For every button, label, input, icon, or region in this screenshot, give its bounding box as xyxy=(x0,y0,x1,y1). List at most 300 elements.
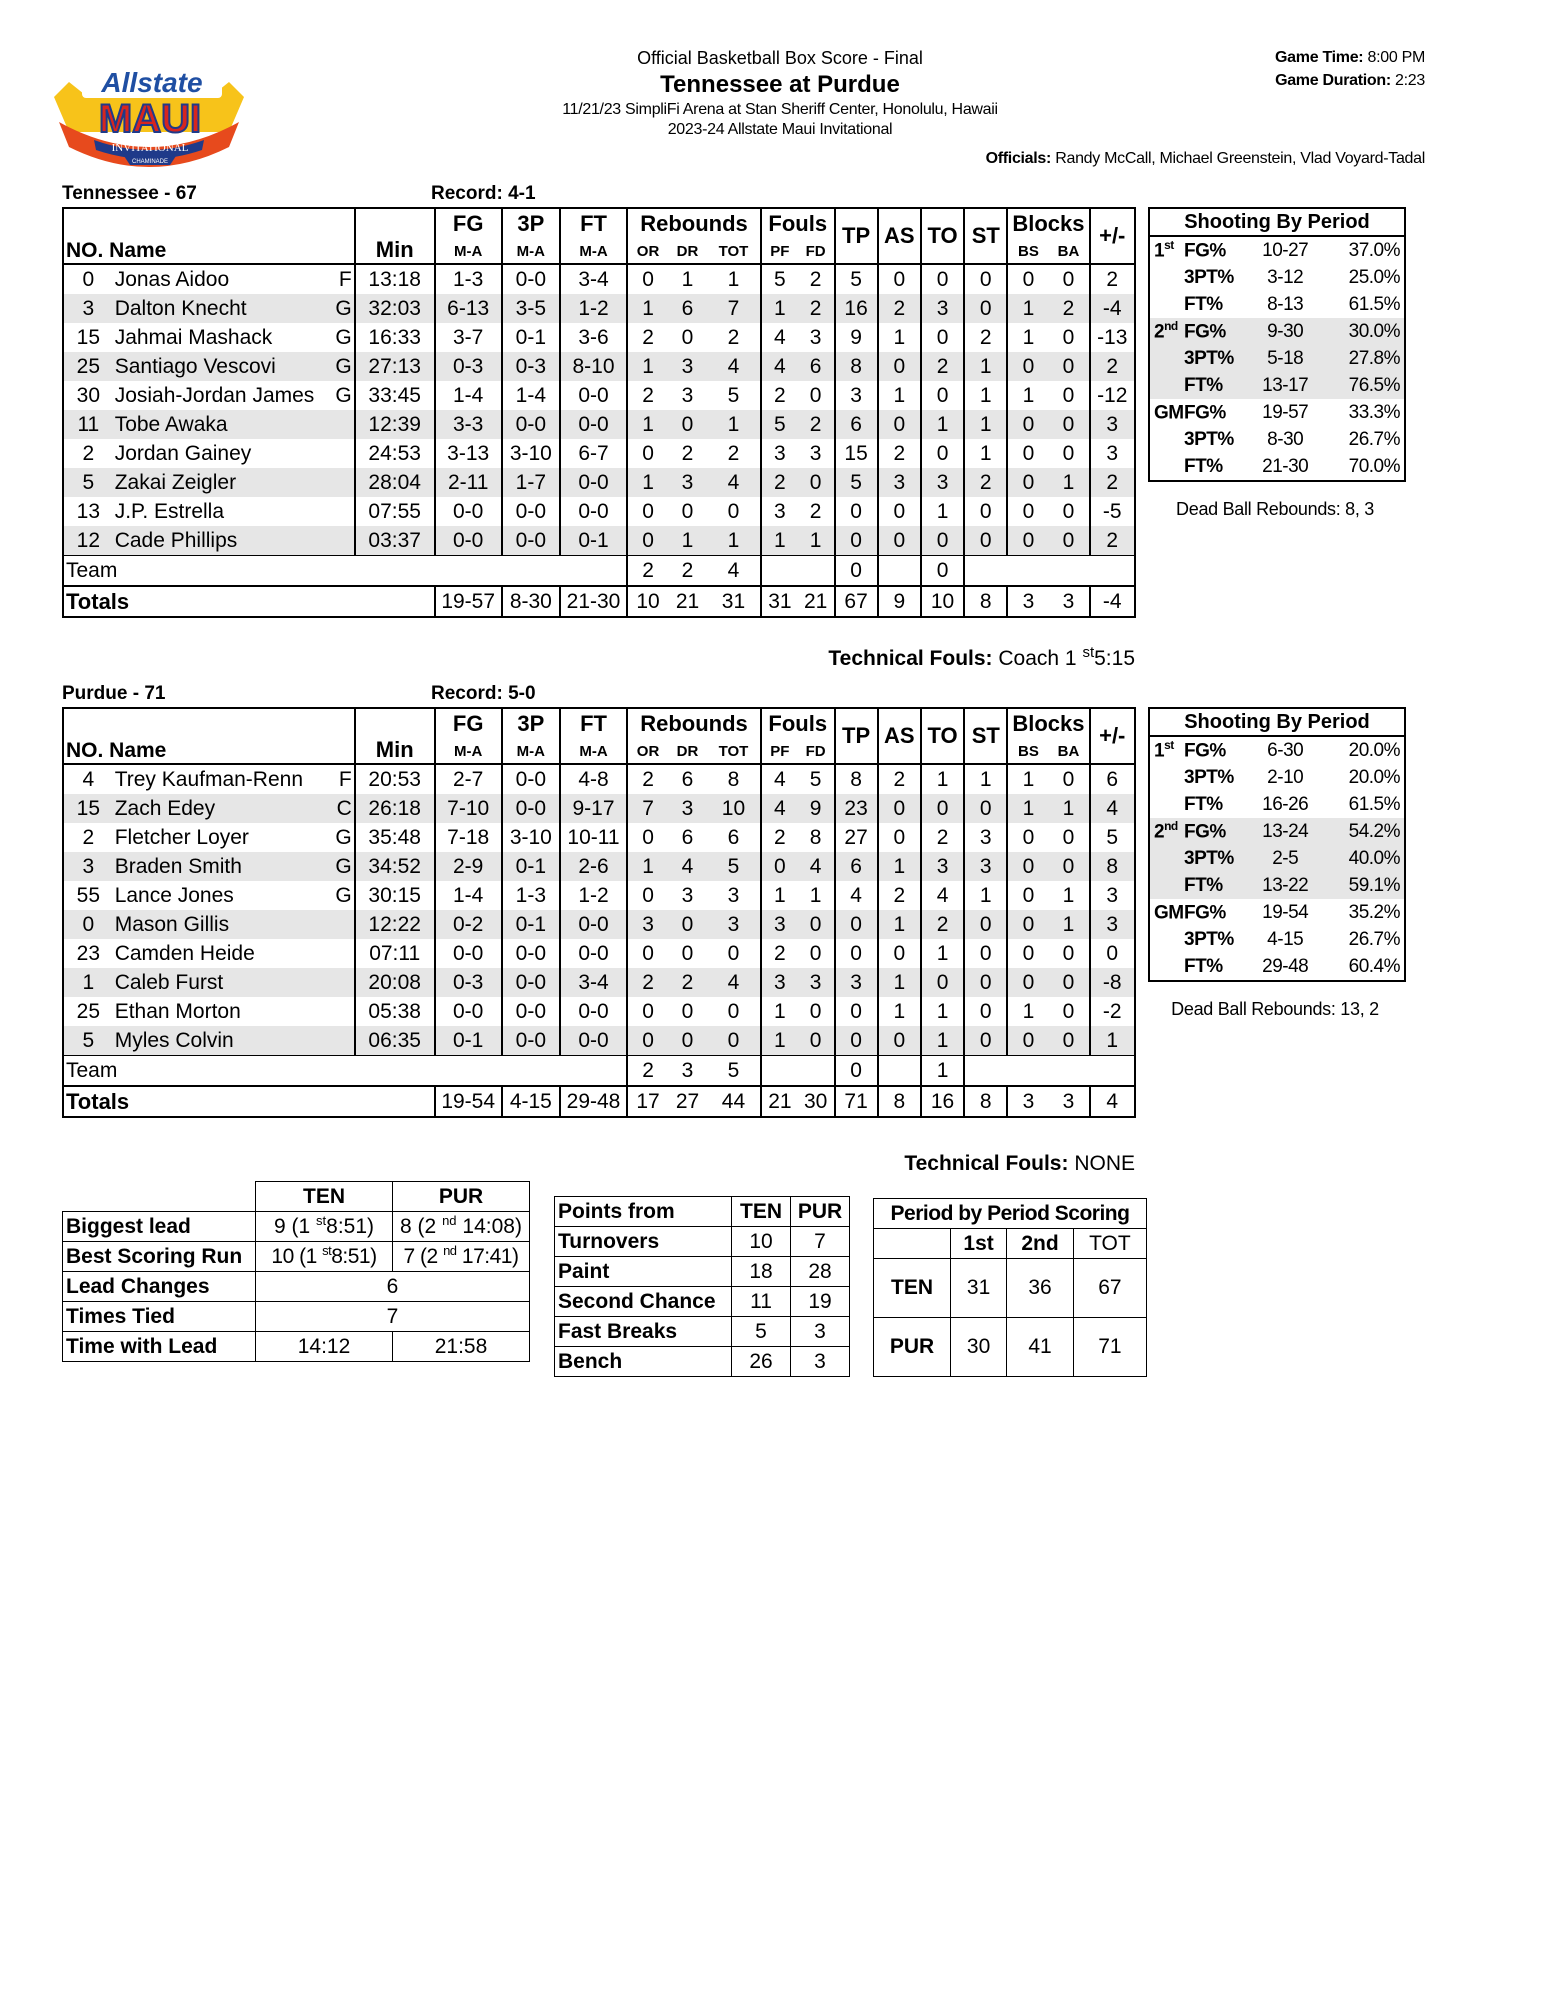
shooting-made-attempted: 13-22 xyxy=(1248,872,1322,899)
stat-cell: 10-11 xyxy=(560,823,627,852)
shooting-period: 1st xyxy=(1154,738,1174,762)
stat-cell: 0 xyxy=(809,941,822,965)
stat-cell: 5 xyxy=(761,410,798,439)
stat-cell: 1 xyxy=(1007,381,1048,410)
shooting-made-attempted: 8-30 xyxy=(1267,428,1304,450)
stat-cell: 0-0 xyxy=(560,1026,627,1056)
stat-cell: 0-3 xyxy=(435,968,502,997)
stat-cell: 1 xyxy=(964,764,1007,794)
stat-cell: 2 xyxy=(668,968,707,997)
totals-cell: -4 xyxy=(1090,586,1136,617)
duration: 2:23 xyxy=(1395,72,1425,89)
shooting-pct: 61.5% xyxy=(1348,793,1400,815)
stat-cell: 2 xyxy=(878,881,921,910)
stat-cell: 0 xyxy=(1048,410,1089,439)
stat-cell: 0 xyxy=(835,939,878,968)
stat-cell: 23 xyxy=(835,794,878,823)
shooting-made-attempted: 10-27 xyxy=(1262,239,1309,261)
stat-cell: 0 xyxy=(1007,410,1048,439)
stat-cell: 1-2 xyxy=(560,294,627,323)
stat-cell: 9-17 xyxy=(560,794,627,823)
shooting-label: 2nd FG% xyxy=(1150,818,1248,845)
col-st: ST xyxy=(964,708,1007,764)
stat-cell: 0 xyxy=(1062,325,1075,349)
stat-cell: 1 xyxy=(921,939,964,968)
shooting-label: FT% xyxy=(1184,793,1223,815)
stat-cell: 0 xyxy=(727,999,740,1023)
col-fg: FG xyxy=(435,208,502,239)
player-name: Jordan Gainey xyxy=(114,441,252,465)
shooting-pct: 20.0% xyxy=(1348,766,1400,788)
stat-cell: 4 xyxy=(668,852,707,881)
totals-label: Totals xyxy=(63,1086,435,1117)
stat-cell: 1 xyxy=(964,352,1007,381)
shooting-pct: 20.0% xyxy=(1348,739,1400,761)
col-3p-ma: M-A xyxy=(502,739,560,764)
stat-cell: 16:33 xyxy=(355,323,435,352)
officials xyxy=(986,150,1425,168)
shooting-period: 2nd xyxy=(1154,819,1178,843)
stat-cell: 3 xyxy=(627,910,668,939)
player-name: Zach Edey xyxy=(113,794,329,823)
shooting-period: GM xyxy=(1154,902,1184,924)
stat-cell: 05:38 xyxy=(355,997,435,1026)
player-name: Caleb Furst xyxy=(113,968,329,997)
shooting-made-attempted: 19-57 xyxy=(1262,401,1309,423)
stat-cell: 0-0 xyxy=(502,939,560,968)
stat-cell: 2-9 xyxy=(435,852,502,881)
stat-cell: 0-0 xyxy=(560,997,627,1026)
officials-label: Officials: xyxy=(985,150,1052,167)
stat-cell: 2 xyxy=(921,823,964,852)
player-position xyxy=(329,468,355,497)
col-3p: 3P xyxy=(502,208,560,239)
period-h1: 1st xyxy=(951,1229,1007,1259)
col-or: OR xyxy=(627,739,668,764)
stat-cell: 4 xyxy=(761,794,798,823)
stat-cell: 1 xyxy=(1048,468,1089,497)
stat-cell: 0 xyxy=(964,997,1007,1026)
shooting-pct: 70.0% xyxy=(1348,455,1400,477)
stat-cell: 0-3 xyxy=(435,352,502,381)
stat-cell: 0 xyxy=(761,852,798,881)
shooting-row xyxy=(1150,399,1404,426)
player-row xyxy=(63,823,1135,852)
stat-cell: 1 xyxy=(727,267,740,291)
stat-cell: 3 xyxy=(668,468,707,497)
biggest-lead-label: Biggest lead xyxy=(63,1212,256,1242)
col-min: Min xyxy=(355,708,435,764)
stat-cell: 4 xyxy=(798,852,835,881)
stat-cell: 10 xyxy=(707,794,761,823)
col-tp: TP xyxy=(835,208,878,264)
shooting-title: Shooting By Period xyxy=(1150,209,1404,237)
player-name: Fletcher Loyer xyxy=(114,825,249,849)
player-name: Cade Phillips xyxy=(113,526,329,556)
stat-cell: 07:55 xyxy=(355,497,435,526)
technical-label: Technical Fouls: xyxy=(904,1152,1069,1175)
points-label: Bench xyxy=(555,1347,732,1377)
stat-cell: 6 xyxy=(681,825,694,849)
game-info xyxy=(1275,46,1425,92)
col-or: OR xyxy=(627,239,668,264)
stat-cell: -5 xyxy=(1090,497,1136,526)
player-row xyxy=(63,881,1135,910)
col-dr: DR xyxy=(668,739,707,764)
stat-cell: 5 xyxy=(835,264,878,294)
player-row xyxy=(63,939,1135,968)
player-name: Camden Heide xyxy=(114,941,255,965)
stat-cell: 1 xyxy=(627,852,668,881)
stat-cell: 1 xyxy=(1048,794,1089,823)
stat-cell: 2 xyxy=(878,439,921,468)
col-as: AS xyxy=(878,208,921,264)
stat-cell: 1-3 xyxy=(435,264,502,294)
col-3p-ma: M-A xyxy=(502,239,560,264)
stat-cell: 1 xyxy=(964,881,1007,910)
stat-cell: 0 xyxy=(1007,968,1048,997)
player-row xyxy=(63,439,1135,468)
points-pur: 7 xyxy=(791,1227,850,1257)
stat-cell: 0 xyxy=(964,968,1007,997)
shooting-row xyxy=(1150,264,1404,291)
totals-cell: 21-30 xyxy=(560,586,627,617)
stat-cell: 0 xyxy=(1062,383,1075,407)
team-tp: 0 xyxy=(835,556,878,587)
stat-cell: 8-10 xyxy=(560,352,627,381)
stat-cell: 0 xyxy=(668,410,707,439)
stat-cell: 0 xyxy=(921,526,964,556)
period-tot: 71 xyxy=(1073,1318,1146,1377)
technical-sup: st xyxy=(1082,644,1095,661)
player-position xyxy=(329,439,355,468)
team-tp: 0 xyxy=(835,1056,878,1087)
col-as: AS xyxy=(878,708,921,764)
technical-value: Coach 1 xyxy=(998,647,1077,670)
stat-cell: 28:04 xyxy=(355,468,435,497)
shooting-label: GMFG% xyxy=(1150,399,1248,426)
totals-cell: 8 xyxy=(964,1086,1007,1117)
player-position xyxy=(329,997,355,1026)
officials-names: Randy McCall, Michael Greenstein, Vlad Voyard-Tadal xyxy=(1055,150,1425,167)
stat-cell: 0 xyxy=(1007,526,1048,556)
stat-cell: 2 xyxy=(921,910,964,939)
stat-cell: 6 xyxy=(1090,764,1136,794)
col-3p: 3P xyxy=(502,708,560,739)
stat-cell: 1 xyxy=(1090,1026,1136,1056)
team-or: 2 xyxy=(627,1056,668,1087)
shooting-row xyxy=(1150,291,1404,318)
col-rebounds: Rebounds xyxy=(627,208,761,239)
totals-cell: 3 xyxy=(1048,1086,1089,1117)
svg-text:INVITATIONAL: INVITATIONAL xyxy=(111,142,189,154)
stat-cell: 3 xyxy=(809,325,822,349)
stat-cell: 0 xyxy=(1007,468,1048,497)
stat-cell: 2 xyxy=(878,294,921,323)
player-position xyxy=(329,526,355,556)
shooting-made-attempted: 6-30 xyxy=(1267,739,1304,761)
stat-cell: 0-0 xyxy=(560,468,627,497)
points-ten: 26 xyxy=(732,1347,791,1377)
duration-label: Game Duration: xyxy=(1275,72,1391,89)
shooting-by-period-0 xyxy=(1148,207,1406,482)
stat-cell: 2 xyxy=(1090,526,1136,556)
col-fg: FG xyxy=(435,708,502,739)
stat-cell: 3 xyxy=(835,381,878,410)
player-row xyxy=(63,1026,1135,1056)
player-row xyxy=(63,497,1135,526)
player-number: 15 xyxy=(63,794,113,823)
stat-cell: 1-7 xyxy=(502,468,560,497)
stat-cell: 4-8 xyxy=(560,764,627,794)
shooting-label: 1st FG% xyxy=(1154,738,1226,762)
best-run-label: Best Scoring Run xyxy=(63,1242,256,1272)
team-row xyxy=(63,556,1135,587)
col-ba: BA xyxy=(1048,739,1089,764)
stat-cell: 9 xyxy=(835,323,878,352)
player-number: 0 xyxy=(63,264,113,294)
col-bs: BS xyxy=(1007,239,1048,264)
shooting-made-attempted: 3-12 xyxy=(1267,266,1304,288)
stat-cell: 0 xyxy=(1062,441,1075,465)
stat-cell: 30:15 xyxy=(355,881,435,910)
stat-cell: 3-3 xyxy=(435,410,502,439)
stat-cell: 33:45 xyxy=(355,381,435,410)
stat-cell: 0 xyxy=(627,997,668,1026)
stat-cell: 4 xyxy=(707,968,761,997)
stat-cell: 0 xyxy=(1048,526,1089,556)
stat-cell: 0 xyxy=(964,1026,1007,1056)
player-row xyxy=(63,264,1135,294)
stat-cell: 6 xyxy=(835,410,878,439)
col-fd: FD xyxy=(798,239,835,264)
shooting-pct: 25.0% xyxy=(1348,266,1400,288)
totals-cell: 16 xyxy=(921,1086,964,1117)
stat-cell: 2 xyxy=(627,323,668,352)
stat-cell: 0 xyxy=(1007,439,1048,468)
period-team: PUR xyxy=(874,1318,951,1377)
stat-cell: 5 xyxy=(835,468,878,497)
player-number: 1 xyxy=(63,968,113,997)
stat-cell: 0-0 xyxy=(502,264,560,294)
period-2nd: 36 xyxy=(1007,1259,1074,1318)
stat-cell: 1 xyxy=(761,881,798,910)
totals-row xyxy=(63,586,1135,617)
allstate-maui-invitational-logo xyxy=(44,52,254,172)
shooting-made-attempted: 21-30 xyxy=(1262,455,1309,477)
col-plus-minus: +/- xyxy=(1090,208,1136,264)
stat-cell: 2 xyxy=(809,499,822,523)
col-to: TO xyxy=(921,208,964,264)
stat-cell: 0 xyxy=(627,497,668,526)
technical-fouls-0 xyxy=(828,644,1135,671)
points-label: Paint xyxy=(555,1257,732,1287)
stat-cell: 0 xyxy=(727,499,740,523)
shooting-pct: 26.7% xyxy=(1348,428,1400,450)
stat-cell: 8 xyxy=(1090,852,1136,881)
stat-cell: 12:22 xyxy=(355,910,435,939)
shooting-row xyxy=(1150,899,1404,926)
stat-cell: 0 xyxy=(627,264,668,294)
col-dr: DR xyxy=(668,239,707,264)
stat-cell: 0 xyxy=(835,910,878,939)
box-score-table-1 xyxy=(62,707,1136,1118)
player-row xyxy=(63,526,1135,556)
totals-cell: 3 xyxy=(1007,1086,1048,1117)
stat-cell: 7 xyxy=(627,794,668,823)
stat-cell: 3-5 xyxy=(502,294,560,323)
shooting-pct: 26.7% xyxy=(1348,928,1400,950)
player-name: Jonas Aidoo xyxy=(114,267,230,291)
period-row xyxy=(874,1259,1147,1318)
stat-cell: 0 xyxy=(878,939,921,968)
shooting-made-attempted: 8-13 xyxy=(1267,293,1304,315)
totals-cell: 71 xyxy=(835,1086,878,1117)
time-with-lead-pur: 21:58 xyxy=(393,1332,530,1362)
box-score-table-0 xyxy=(62,207,1136,618)
stat-cell: 3 xyxy=(681,883,694,907)
stat-cell: 0-1 xyxy=(435,1026,502,1056)
col-fouls: Fouls xyxy=(761,208,834,239)
player-row xyxy=(63,910,1135,939)
period-team: TEN xyxy=(874,1259,951,1318)
stat-cell: 2 xyxy=(627,968,668,997)
stat-cell: 0 xyxy=(964,794,1007,823)
header-center xyxy=(450,48,1110,139)
team-dr: 2 xyxy=(668,556,707,587)
stat-cell: 0 xyxy=(921,381,964,410)
shooting-pct: 27.8% xyxy=(1322,345,1404,372)
player-row xyxy=(63,852,1135,881)
player-row xyxy=(63,997,1135,1026)
stat-cell: 3 xyxy=(1090,881,1136,910)
period-scoring-table xyxy=(873,1198,1147,1377)
stat-cell: 0-0 xyxy=(502,794,560,823)
stat-cell: 0 xyxy=(681,941,694,965)
stat-cell: 0 xyxy=(878,497,921,526)
stat-cell: 8 xyxy=(809,825,822,849)
team-header-1 xyxy=(62,683,662,705)
player-number: 3 xyxy=(63,852,113,881)
doc-title: Official Basketball Box Score - Final xyxy=(637,48,923,68)
shooting-row xyxy=(1150,926,1404,953)
stat-cell: 0 xyxy=(1007,497,1048,526)
stat-cell: 0 xyxy=(964,497,1007,526)
stat-cell: 3 xyxy=(761,910,798,939)
stat-cell: 1 xyxy=(1007,294,1048,323)
stat-cell: 2-7 xyxy=(435,764,502,794)
stat-cell: 6 xyxy=(668,294,707,323)
totals-cell: 30 xyxy=(798,1086,835,1117)
col-st: ST xyxy=(964,208,1007,264)
stat-cell: 2 xyxy=(964,323,1007,352)
player-position: G xyxy=(329,852,355,881)
stat-cell: 0 xyxy=(878,823,921,852)
stat-cell: 0 xyxy=(1062,267,1075,291)
stat-cell: 4 xyxy=(761,352,798,381)
shooting-made-attempted: 13-17 xyxy=(1248,372,1322,399)
col-pf: PF xyxy=(761,239,798,264)
team-tot: 5 xyxy=(707,1056,761,1087)
stat-cell: 0 xyxy=(707,1026,761,1056)
stat-cell: 5 xyxy=(809,767,822,791)
stat-cell: 20:08 xyxy=(355,968,435,997)
totals-cell: 27 xyxy=(668,1086,707,1117)
stat-cell: 0 xyxy=(681,499,694,523)
stat-cell: 5 xyxy=(761,264,798,294)
stat-cell: 2 xyxy=(921,352,964,381)
stat-cell: 1 xyxy=(1007,764,1048,794)
col-plus-minus: +/- xyxy=(1090,708,1136,764)
points-from-title: Points from xyxy=(555,1197,732,1227)
shooting-row xyxy=(1150,345,1404,372)
col-pf: PF xyxy=(761,739,798,764)
stat-cell: 1-4 xyxy=(435,381,502,410)
player-number: 12 xyxy=(63,526,113,556)
player-position: G xyxy=(335,825,352,849)
stat-cell: 3 xyxy=(809,441,822,465)
stat-cell: 0 xyxy=(1048,968,1089,997)
shooting-row xyxy=(1150,872,1404,899)
stat-cell: 3 xyxy=(921,294,964,323)
shooting-label: FT% xyxy=(1184,955,1223,977)
player-position: C xyxy=(329,794,355,823)
team-row-label: Team xyxy=(63,1056,627,1087)
stat-cell: 1 xyxy=(761,1026,798,1056)
stat-cell: 3-7 xyxy=(435,323,502,352)
stat-cell: 1 xyxy=(878,381,921,410)
col-ft: FT xyxy=(560,708,627,739)
stat-cell: 0 xyxy=(835,526,878,556)
stat-cell: 12:39 xyxy=(355,410,435,439)
shooting-label: 3PT% xyxy=(1184,266,1234,288)
stat-cell: 7-10 xyxy=(435,794,502,823)
stat-cell: 1 xyxy=(707,526,761,556)
totals-cell: 21 xyxy=(798,586,835,617)
shooting-row xyxy=(1150,426,1404,453)
stat-cell: 3 xyxy=(668,794,707,823)
stat-cell: 3 xyxy=(707,910,761,939)
col-fg-ma: M-A xyxy=(435,739,502,764)
player-number: 0 xyxy=(63,910,113,939)
period-scoring-title: Period by Period Scoring xyxy=(874,1199,1147,1229)
stat-cell: 0 xyxy=(1007,823,1048,852)
dead-ball-rebounds-0: Dead Ball Rebounds: 8, 3 xyxy=(1176,499,1374,519)
stat-cell: 1 xyxy=(878,910,921,939)
stat-cell: 0 xyxy=(627,1026,668,1056)
stat-cell: 1 xyxy=(921,764,964,794)
stat-cell: 0 xyxy=(809,999,822,1023)
stat-cell: 0 xyxy=(878,794,921,823)
stat-cell: 2 xyxy=(798,294,835,323)
stat-cell: 0 xyxy=(1007,910,1048,939)
player-number: 5 xyxy=(63,1026,113,1056)
team-to: 0 xyxy=(921,556,964,587)
shooting-pct: 33.3% xyxy=(1348,401,1400,423)
points-row xyxy=(555,1287,850,1317)
player-row xyxy=(63,794,1135,823)
stat-cell: 0 xyxy=(809,383,822,407)
shooting-by-period-1 xyxy=(1148,707,1406,982)
stat-cell: 0-0 xyxy=(502,968,560,997)
player-position: F xyxy=(338,767,352,791)
totals-cell: 8-30 xyxy=(502,586,560,617)
shooting-label: 3PT% xyxy=(1184,766,1234,788)
shooting-made-attempted: 13-24 xyxy=(1248,818,1322,845)
stat-cell: 3 xyxy=(668,352,707,381)
period-2nd: 41 xyxy=(1007,1318,1074,1377)
stat-cell: 0-0 xyxy=(560,410,627,439)
